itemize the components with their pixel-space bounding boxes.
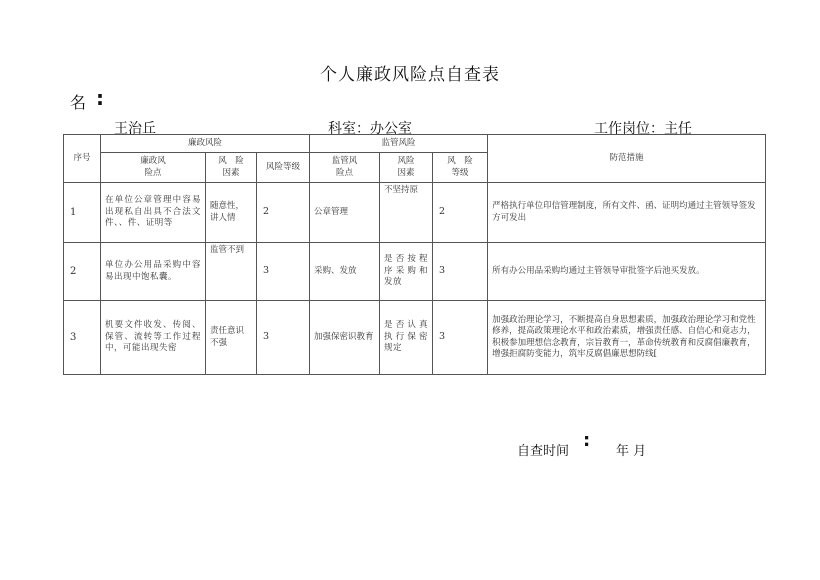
header-risk-factor: 风 险 因素 (206, 153, 257, 183)
header-risk-level: 风险等级 (257, 153, 310, 183)
check-time-value: 年 月 (616, 444, 647, 459)
header-supervision-factor: 风险 因素 (380, 153, 433, 183)
row-supervision-factor: 是否认真执行保密规定 (380, 301, 433, 375)
row-measures: 加强政治理论学习，不断提高自身思想素质，加强政治理论学习和党性修养，提高政策理论水平和政治素质，增强责任感、自信心和竟志力，积极参加理想信念教育，宗旨教育一，革命传统教育和反腐倡廉教育，增强拒腐防变能力，筑牢反腐倡廉思想防线[ (488, 301, 766, 375)
position-field: 工作岗位：主任 (594, 121, 692, 137)
name-label: 名 (70, 93, 87, 112)
header-seq: 序号 (64, 135, 101, 183)
row-risk-level: 3 (257, 301, 310, 375)
header-supervision-group: 监管风险 (310, 135, 488, 153)
row-risk-level: 2 (257, 183, 310, 243)
row-risk-level: 3 (257, 243, 310, 301)
risk-table (63, 134, 766, 375)
table-row (64, 301, 766, 375)
header-supervision-level: 风 险 等级 (433, 153, 488, 183)
row-supervision-level: 2 (433, 183, 488, 243)
row-seq: 1 (64, 183, 101, 243)
table-row (64, 183, 766, 243)
row-measures: 所有办公用品采购均通过主管领导审批签字后池买发放。 (488, 243, 766, 301)
header-risk-point: 廉政风 险点 (101, 153, 206, 183)
row-risk-factor: 随意性，讲人情 (206, 183, 257, 243)
row-seq: 2 (64, 243, 101, 301)
row-supervision-point: 公章管理 (310, 183, 380, 243)
header-supervision-point: 监管风 险点 (310, 153, 380, 183)
row-risk-factor: 监管不到 (206, 243, 257, 301)
header-measures: 防范措施 (488, 135, 766, 183)
row-supervision-point: 加强保密识教育 (310, 301, 380, 375)
row-risk-factor: 责任意识不强 (206, 301, 257, 375)
row-seq: 3 (64, 301, 101, 375)
table-row (64, 243, 766, 301)
row-supervision-level: 3 (433, 243, 488, 301)
check-time-label: 自查时间 (517, 444, 570, 459)
department-field: 科室：办公室 (328, 121, 412, 137)
page-title: 个人廉政风险点自查表 (320, 65, 500, 85)
check-time-colon: : (583, 430, 591, 451)
row-supervision-factor: 是否按程序采购和发放 (380, 243, 433, 301)
row-measures: 严格执行单位印信管理制度，所有文件、函、证明均通过主管领导签发方可发出 (488, 183, 766, 243)
row-risk-point: 机要文件收发、传阅、保管、流转等工作过程中，可能出现失密 (101, 301, 206, 375)
name-colon: : (96, 86, 104, 110)
row-supervision-factor: 不坚持原 (380, 183, 433, 243)
row-supervision-level: 3 (433, 301, 488, 375)
row-risk-point: 单位办公用品采购中容易出现中饱私囊。 (101, 243, 206, 301)
row-supervision-point: 采购、发放 (310, 243, 380, 301)
header-integrity-group: 廉政风险 (101, 135, 310, 153)
row-risk-point: 在单位公章管理中容易出现私自出具不合法文件、、件、证明等 (101, 183, 206, 243)
person-name: 王治丘 (114, 121, 156, 137)
